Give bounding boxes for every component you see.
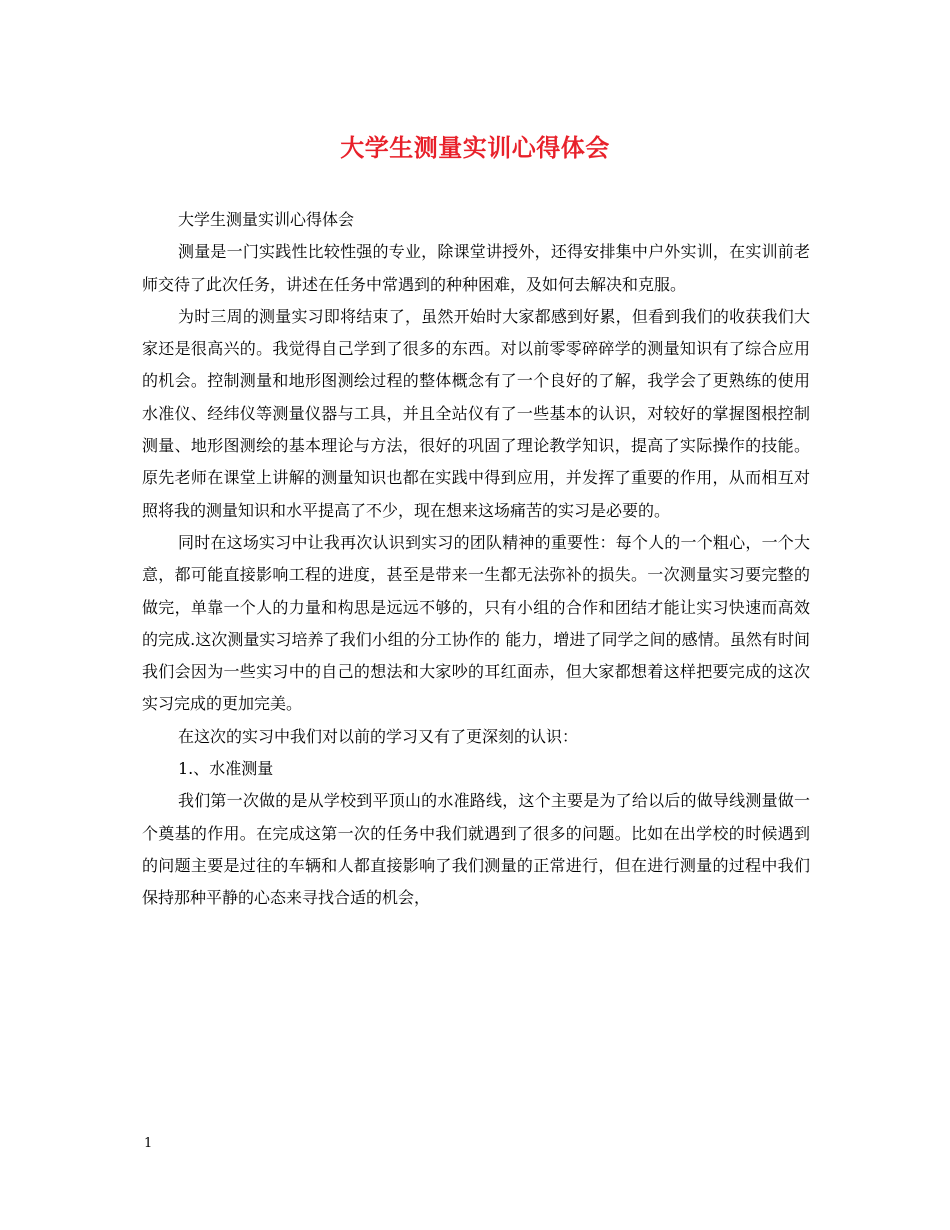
paragraph-teamwork: 同时在这场实习中让我再次认识到实习的团队精神的重要性：每个人的一个粗心，一个大意，都可能直接影响工程的进度，甚至是带来一生都无法弥补的损失。一次测量实习要完整的做完，单靠一个人的力量和构思是远远不够的，只有小组的合作和团结才能让实习快速而高效的完成.这次测量实习培养了我们小组的分工协作的 能力，增进了同学之间的感情。虽然有时间我们会因为一些实习中的自己的想法和大家吵的耳红面赤，但大家都想着这样把要完成的这次实习完成的更加完美。 — [142, 532, 810, 714]
paragraph-heading-repeat: 大学生测量实训心得体会 — [178, 210, 355, 229]
paragraph-intro: 测量是一门实践性比较性强的专业，除课堂讲授外，还得安排集中户外实训，在实训前老师交待了此次任务，讲述在任务中常遇到的种种困难，及如何去解决和克服。 — [142, 242, 810, 294]
paragraph-internship-summary: 为时三周的测量实习即将结束了，虽然开始时大家都感到好累，但看到我们的收获我们大家还是很高兴的。我觉得自己学到了很多的东西。对以前零零碎碎学的测量知识有了综合应用的机会。控制测量和地形图测绘过程的整体概念有了一个良好的了解，我学会了更熟练的使用水准仪、经纬仪等测量仪器与工具，并且全站仪有了一些基本的认识，对较好的掌握图根控制测量、地形图测绘的基本理论与方法，很好的巩固了理论教学知识，提高了实际操作的技能。原先老师在课堂上讲解的测量知识也都在实践中得到应用，并发挥了重要的作用，从而相互对照将我的测量知识和水平提高了不少，现在想来这场痛苦的实习是必要的。 — [142, 306, 810, 520]
section-heading-leveling: 1.、水准测量 — [178, 759, 274, 779]
document-title: 大学生测量实训心得体会 — [340, 133, 610, 162]
page-number: 1 — [144, 1136, 153, 1151]
document-body — [142, 204, 810, 915]
paragraph-new-understanding: 在这次的实习中我们对以前的学习又有了更深刻的认识： — [178, 726, 579, 746]
paragraph-leveling: 我们第一次做的是从学校到平顶山的水准路线，这个主要是为了给以后的做导线测量做一个奠基的作用。在完成这第一次的任务中我们就遇到了很多的问题。比如在出学校的时候遇到的问题主要是过往的车辆和人都直接影响了我们测量的正常进行，但在进行测量的过程中我们保持那种平静的心态来寻找合适的机会， — [142, 791, 810, 908]
